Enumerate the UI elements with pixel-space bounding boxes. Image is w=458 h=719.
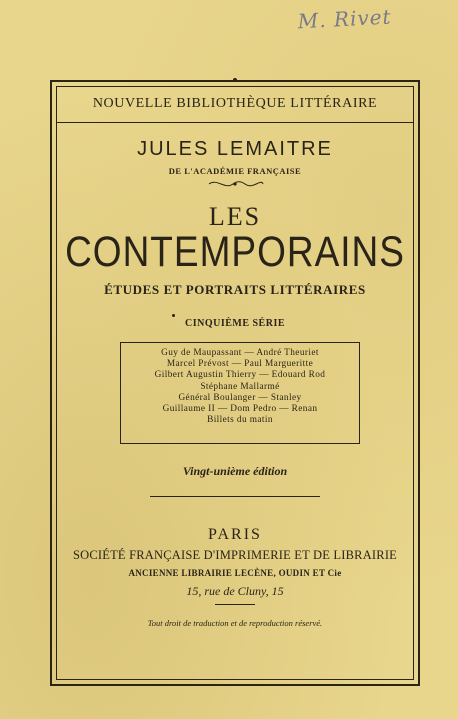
academy-affiliation: DE L'ACADÉMIE FRANÇAISE (168, 166, 302, 176)
contents-list (120, 348, 360, 426)
edition-label: Vingt-unième édition (182, 464, 288, 478)
contents-line: Billets du matin (207, 415, 273, 426)
publisher-address: 15, rue de Cluny, 15 (186, 584, 284, 598)
contents-line: Guy de Maupassant — André Theuriet (161, 348, 319, 358)
publisher-successors: ANCIENNE LIBRAIRIE LECÈNE, OUDIN ET Cie (128, 568, 342, 578)
book-subtitle: ÉTUDES ET PORTRAITS LITTÉRAIRES (104, 282, 366, 297)
address-rule (215, 604, 255, 605)
handwritten-signature: M. Rivet (297, 4, 393, 34)
author-name: JULES LEMAITRE (137, 138, 333, 160)
rights-notice: Tout droit de traduction et de reproduction réservé. (147, 618, 323, 628)
edition-rule (150, 496, 320, 497)
contents-line: Guillaume II — Dom Pedro — Renan (162, 404, 318, 415)
series-label: CINQUIÈME SÉRIE (184, 318, 286, 329)
collection-rule (56, 122, 414, 123)
book-title: CONTEMPORAINS (65, 228, 405, 276)
contents-line: Stéphane Mallarmé (200, 381, 280, 392)
fleuron-ornament (205, 178, 265, 190)
border-ornament (233, 78, 237, 82)
series-ornament (172, 314, 175, 317)
contents-line: Général Boulanger — Stanley (178, 392, 302, 403)
collection-name: NOUVELLE BIBLIOTHÈQUE LITTÉRAIRE (92, 96, 378, 111)
publisher-name: SOCIÉTÉ FRANÇAISE D'IMPRIMERIE ET DE LIBRAIRIE (72, 548, 398, 562)
contents-line: Gilbert Augustin Thierry — Edouard Rod (154, 370, 326, 381)
contents-line: Marcel Prévost — Paul Margueritte (166, 359, 314, 370)
publication-city: PARIS (208, 526, 262, 543)
title-article: LES (208, 202, 262, 231)
